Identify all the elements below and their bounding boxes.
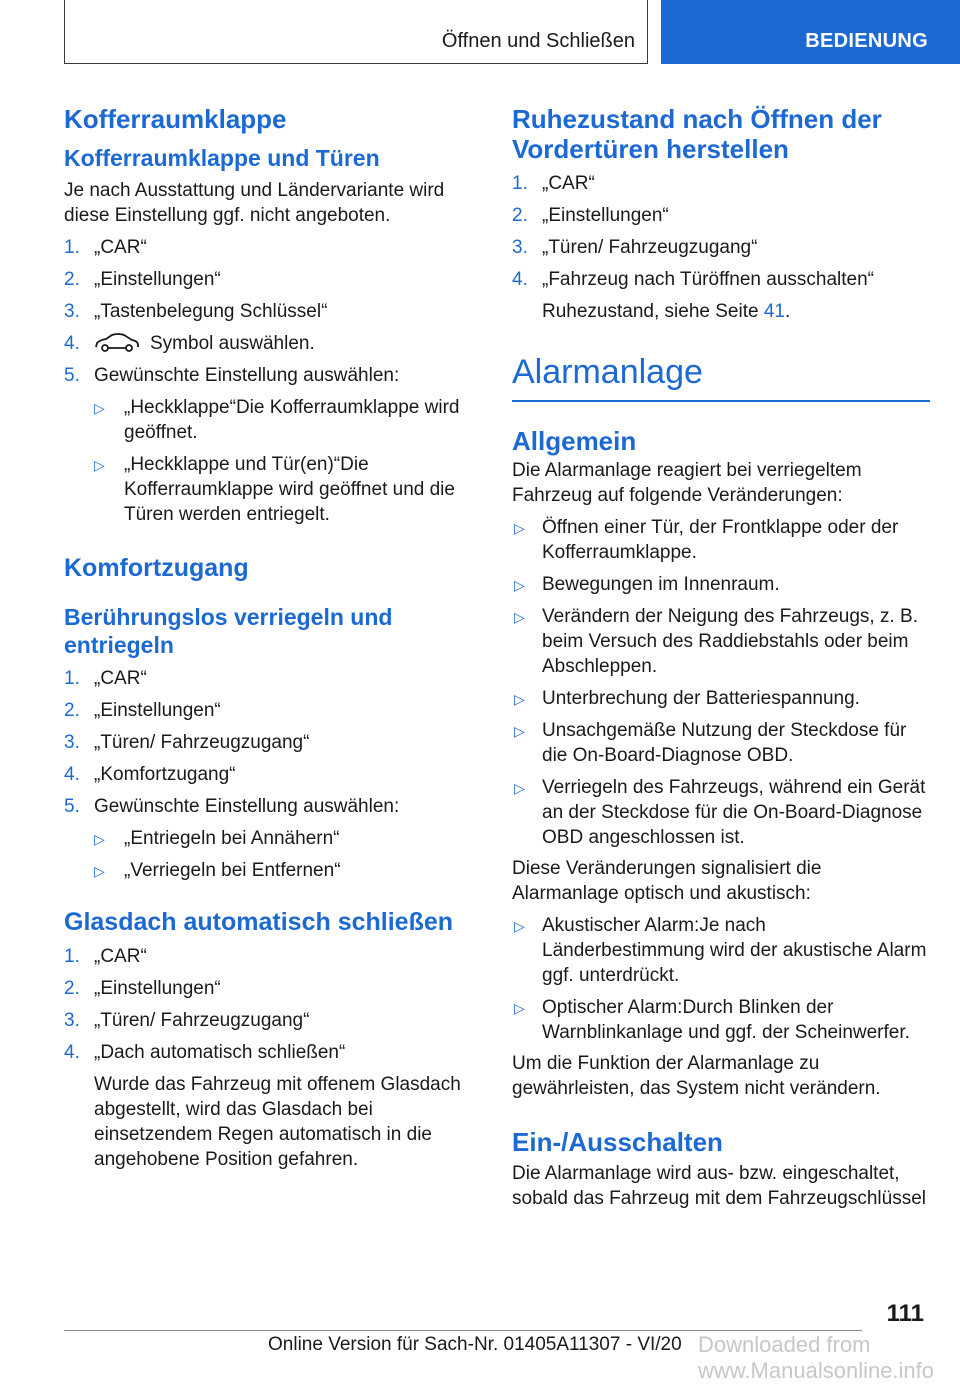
list-item: 3. „Türen/ Fahrzeugzugang“	[512, 237, 758, 258]
heading-kofferraumklappe: Kofferraumklappe	[64, 104, 287, 134]
list-item: ▷ „Heckklappe“Die Kofferraumklappe wird geöffnet.	[94, 397, 460, 443]
triangle-bullet-icon: ▷	[514, 519, 525, 536]
alarm-types	[512, 913, 930, 1045]
list-item: ▷ Verändern der Neigung des Fahrzeugs, z. B. beim Versuch des Raddiebstahls oder beim Abschleppen.	[514, 605, 919, 677]
heading-ein-ausschalten: Ein-/Ausschalten	[512, 1126, 723, 1157]
heading-kofferraumklappe-tueren: Kofferraumklappe und Türen	[64, 145, 380, 171]
car-icon	[94, 333, 140, 353]
triangle-bullet-icon: ▷	[514, 999, 525, 1016]
list-item: 3. „Tastenbelegung Schlüssel“	[64, 301, 328, 322]
steps-glasdach	[64, 944, 474, 1172]
section-tab	[64, 0, 648, 64]
list-item: 5. Gewünschte Einstellung auswählen:	[64, 796, 400, 817]
list-item: 3. „Türen/ Fahrzeugzugang“	[64, 732, 310, 753]
list-item: ▷ Öffnen einer Tür, der Frontklappe oder der Kofferraumklappe.	[514, 516, 899, 563]
list-item: 2. „Einstellungen“	[512, 205, 669, 226]
footer-divider	[64, 1330, 862, 1331]
options-komfort	[64, 826, 474, 883]
triangle-bullet-icon: ▷	[514, 779, 525, 796]
heading-beruehrungslos: Berührungslos verriegeln und entriegeln	[64, 604, 393, 658]
list-item: 5. Gewünschte Einstellung auswählen:	[64, 365, 400, 386]
page-number: 111	[886, 1300, 924, 1327]
list-item: 4. „Komfortzugang“	[64, 764, 236, 785]
alarm-triggers	[512, 515, 930, 850]
options-kofferraum	[64, 395, 474, 527]
list-item: ▷ „Heckklappe und Tür(en)“Die Kofferraumklappe wird geöffnet und die Türen werden entriegelt.	[94, 454, 455, 525]
triangle-bullet-icon: ▷	[514, 690, 525, 707]
list-item: 4. Symbol auswählen.	[64, 333, 315, 354]
list-item: 4. „Dach automatisch schließen“ Wurde das Fahrzeug mit offenem Glasdach abgestellt, wird das Glasdach bei einsetzendem Regen automatisch in die angehobene Position gefahren.	[64, 1042, 461, 1170]
list-item: ▷ „Verriegeln bei Entfernen“	[64, 858, 474, 883]
heading-glasdach: Glasdach automatisch schließen	[64, 908, 454, 936]
steps-komfort	[64, 666, 474, 819]
heading-allgemein: Allgemein	[512, 425, 637, 456]
section-title: Öffnen und Schließen	[441, 30, 635, 52]
list-item: 4. „Fahrzeug nach Türöffnen ausschalten“ Ruhezustand, siehe Seite 41.	[512, 269, 874, 322]
heading-alarmanlage: Alarmanlage	[512, 353, 703, 391]
signal-intro: Diese Veränderungen signalisiert die Alarmanlage optisch und akustisch:	[512, 857, 822, 904]
triangle-bullet-icon: ▷	[94, 400, 105, 416]
list-item: 2. „Einstellungen“	[64, 269, 221, 290]
function-note: Um die Funktion der Alarmanlage zu gewährleisten, das System nicht verändern.	[512, 1052, 881, 1099]
page-header	[0, 0, 960, 66]
triangle-bullet-icon: ▷	[514, 917, 525, 934]
list-item: 2. „Einstellungen“	[64, 978, 221, 999]
left-column	[64, 100, 474, 1172]
heading-underline	[512, 400, 930, 402]
list-item: ▷ Akustischer Alarm:Je nach Länderbestimmung wird der akustische Alarm ggf. unterdrückt.	[514, 914, 927, 986]
list-item: ▷ „Entriegeln bei Annähern“	[64, 826, 474, 851]
online-version-text: Online Version für Sach-Nr. 01405A11307 - VI/20	[268, 1334, 682, 1355]
chapter-tab	[661, 0, 960, 64]
triangle-bullet-icon: ▷	[94, 831, 105, 847]
triangle-bullet-icon: ▷	[514, 608, 525, 625]
triangle-bullet-icon: ▷	[94, 457, 105, 473]
steps-kofferraum	[64, 235, 474, 388]
list-item: 1. „CAR“	[64, 668, 147, 689]
list-item: ▷ Bewegungen im Innenraum.	[512, 572, 930, 597]
triangle-bullet-icon: ▷	[514, 722, 525, 739]
list-item: 2. „Einstellungen“	[64, 700, 221, 721]
heading-komfortzugang: Komfortzugang	[64, 554, 249, 582]
list-item: 1. „CAR“	[64, 237, 147, 258]
watermark: Downloaded from www.Manualsonline.info	[698, 1332, 935, 1383]
triangle-bullet-icon: ▷	[94, 863, 105, 879]
right-column	[512, 100, 930, 1211]
steps-ruhezustand	[512, 171, 930, 324]
triangle-bullet-icon: ▷	[514, 576, 525, 593]
einaus-paragraph: Die Alarmanlage wird aus- bzw. eingeschaltet, sobald das Fahrzeug mit dem Fahrzeugschlüssel	[512, 1162, 926, 1209]
page-reference-link[interactable]: 41	[763, 301, 785, 322]
list-item: 1. „CAR“	[512, 173, 595, 194]
list-item: 1. „CAR“	[64, 946, 147, 967]
chapter-title: BEDIENUNG	[805, 30, 928, 52]
intro-paragraph: Je nach Ausstattung und Ländervariante wird diese Einstellung ggf. nicht angeboten.	[64, 180, 445, 226]
allgemein-intro: Die Alarmanlage reagiert bei verriegeltem Fahrzeug auf folgende Veränderungen:	[512, 459, 862, 506]
list-item: ▷ Verriegeln des Fahrzeugs, während ein Gerät an der Steckdose für die On-Board-Diagnose OBD angeschlossen ist.	[514, 776, 926, 848]
list-item: ▷ Unsachgemäße Nutzung der Steckdose für die On-Board-Diagnose OBD.	[514, 719, 907, 766]
list-item: ▷ Optischer Alarm:Durch Blinken der Warnblinkanlage und ggf. der Scheinwerfer.	[514, 996, 910, 1043]
list-item: ▷ Unterbrechung der Batteriespannung.	[512, 686, 930, 711]
heading-ruhezustand: Ruhezustand nach Öffnen der Vordertüren herstellen	[512, 104, 882, 164]
list-item: 3. „Türen/ Fahrzeugzugang“	[64, 1010, 310, 1031]
